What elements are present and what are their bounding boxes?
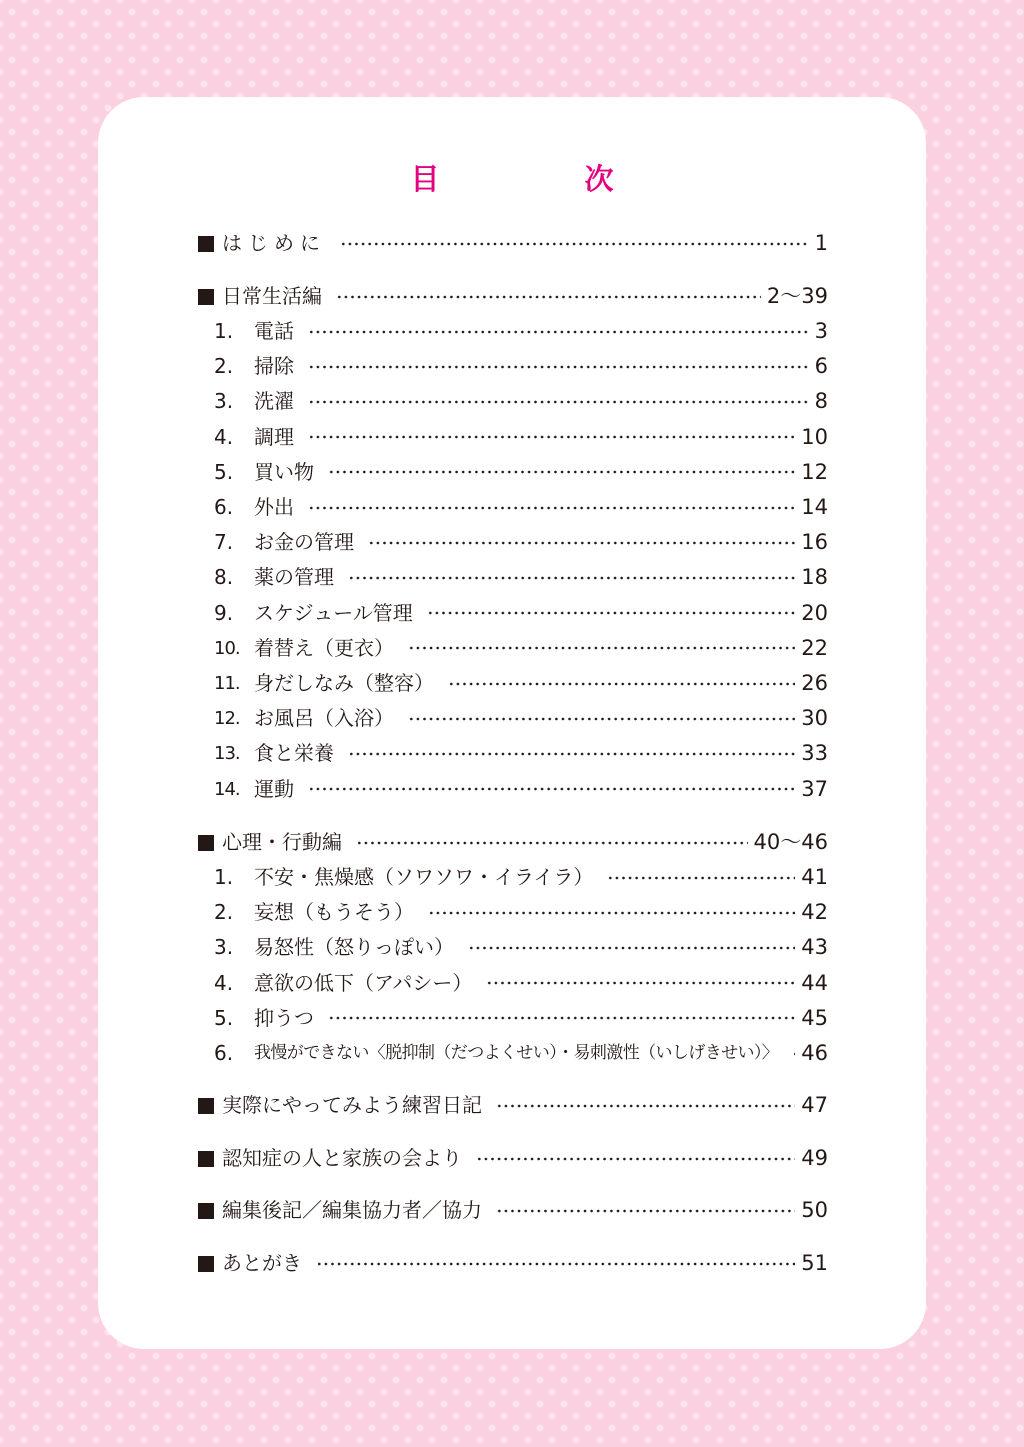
toc-item-number: 4. [214,424,234,449]
toc-page-number: 2～39 [766,284,828,308]
toc-page-number: 42 [801,900,828,925]
toc-page-number: 44 [801,970,828,995]
toc-item-entry[interactable] [0,736,1024,771]
toc-entry-label: 外出 [254,495,294,519]
toc-page-number: 22 [801,635,828,660]
dot-leader [308,435,795,439]
toc-item-entry[interactable] [0,525,1024,560]
toc-item-entry[interactable] [0,455,1024,490]
toc-entry-label: お風呂（入浴） [254,706,394,731]
dot-leader [308,787,795,791]
dot-leader [496,1209,795,1213]
toc-item-entry[interactable] [0,631,1024,666]
toc-entry-label: 電話 [254,319,294,343]
toc-item-entry[interactable] [0,666,1024,701]
toc-item-number: 14. [214,778,240,800]
toc-item-entry[interactable] [0,860,1024,895]
toc-entry-label: 不安・焦燥感（ソワソワ・イライラ） [254,865,594,889]
toc-entry-label: 実際にやってみよう練習日記 [222,1093,482,1117]
dot-leader [496,1104,795,1108]
dot-leader [308,400,809,404]
toc-section-entry[interactable] [0,1141,1024,1176]
square-bullet-icon [198,1151,214,1167]
toc-item-number: 5. [214,1005,234,1030]
dot-leader [348,576,795,580]
toc-entry-label: スケジュール管理 [254,600,413,625]
toc-entry-label: 薬の管理 [254,565,334,590]
dot-leader [428,911,795,915]
toc-entry-label: 易怒性（怒りっぽい） [254,935,454,960]
toc-item-number: 13. [214,743,240,765]
toc-item-number: 10. [214,637,240,659]
dot-leader [308,330,809,334]
toc-section-entry[interactable] [0,1246,1024,1281]
toc-entry-label: 身だしなみ（整容） [254,671,434,695]
dot-leader [427,611,795,615]
toc-item-number: 6. [214,1041,234,1065]
toc-entry-label: 掃除 [254,354,294,379]
toc-page-number: 16 [801,530,828,555]
toc-item-entry[interactable] [0,895,1024,930]
toc-page-number: 50 [801,1198,828,1222]
toc-item-entry[interactable] [0,772,1024,807]
dot-leader [308,365,809,369]
toc-item-entry[interactable] [0,384,1024,419]
toc-item-entry[interactable] [0,560,1024,595]
toc-item-entry[interactable] [0,966,1024,1001]
dot-leader [486,981,795,985]
square-bullet-icon [198,1098,214,1114]
toc-page-number: 45 [801,1005,828,1030]
toc-entry-label: 日常生活編 [222,284,322,308]
toc-section-entry[interactable] [0,226,1024,261]
dot-leader [308,506,795,510]
toc-item-entry[interactable] [0,349,1024,384]
dot-leader [408,717,795,721]
toc-entry-label: 編集後記／編集協力者／協力 [222,1198,482,1222]
toc-item-number: 1. [214,319,234,343]
toc-entry-label: 洗濯 [254,389,294,414]
toc-page-number: 1 [814,231,828,255]
toc-item-number: 2. [214,354,234,379]
toc-item-number: 4. [214,970,234,995]
toc-page-number: 49 [801,1146,828,1170]
toc-section-entry[interactable] [0,1193,1024,1228]
toc-page-number: 43 [801,935,828,960]
toc-section-entry[interactable] [0,825,1024,860]
toc-page-number: 10 [801,424,828,449]
toc-entry-label: 妄想（もうそう） [254,900,414,925]
dot-leader [328,1016,795,1020]
toc-item-number: 3. [214,935,234,960]
dot-leader [336,295,761,299]
toc-page-number: 6 [814,354,828,379]
toc-section-entry[interactable] [0,1088,1024,1123]
toc-page-number: 3 [814,319,828,343]
toc-item-number: 2. [214,900,234,925]
toc-item-entry[interactable] [0,1036,1024,1071]
toc-page-number: 30 [801,706,828,731]
square-bullet-icon [198,236,214,252]
toc-item-number: 7. [214,530,234,555]
dot-leader [368,541,795,545]
dot-leader [340,242,809,246]
toc-page-number: 37 [801,776,828,801]
dot-leader [607,876,795,880]
toc-entry-label: 抑うつ [254,1005,314,1030]
dot-leader [408,646,795,650]
toc-item-entry[interactable] [0,596,1024,631]
dot-leader [792,1052,795,1056]
dot-leader [348,752,795,756]
toc-entry-label: 認知症の人と家族の会より [222,1146,462,1170]
toc-page-number: 51 [801,1251,828,1275]
toc-item-number: 5. [214,459,234,484]
toc-item-entry[interactable] [0,701,1024,736]
dot-leader [328,470,795,474]
square-bullet-icon [198,1203,214,1219]
toc-item-number: 3. [214,389,234,414]
toc-item-number: 8. [214,565,234,590]
toc-item-entry[interactable] [0,1001,1024,1036]
toc-page-number: 12 [801,459,828,484]
toc-entry-label: 調理 [254,424,294,449]
toc-item-entry[interactable] [0,930,1024,965]
toc-page-number: 14 [801,495,828,519]
dot-leader [356,841,748,845]
toc-page-number: 20 [801,600,828,625]
toc-entry-label: あとがき [222,1251,302,1275]
toc-page-number: 46 [801,1041,828,1065]
toc-page-number: 40～46 [753,830,828,854]
toc-entry-label: お金の管理 [254,530,354,555]
toc-page-number: 26 [801,671,828,695]
dot-leader [316,1262,795,1266]
toc-item-number: 6. [214,495,234,519]
toc-section-entry[interactable] [0,279,1024,314]
toc-page-number: 33 [801,741,828,766]
toc-entry-label: 我慢ができない〈脱抑制（だつよくせい）・易刺激性（いしげきせい）〉 [254,1043,779,1063]
toc-item-number: 12. [214,708,240,730]
toc-entry-label: 心理・行動編 [222,830,342,854]
toc-page-number: 18 [801,565,828,590]
toc-entry-label: 食と栄養 [254,741,334,766]
toc-entry-label: 意欲の低下（アパシー） [254,970,473,995]
toc-entry-label: 買い物 [254,459,314,484]
toc-entry-label: 着替え（更衣） [254,635,394,660]
square-bullet-icon [198,835,214,851]
toc-entry-label: 運動 [254,776,294,801]
toc-page-number: 41 [801,865,828,889]
square-bullet-icon [198,289,214,305]
toc-page-number: 8 [814,389,828,414]
dot-leader [468,946,795,950]
toc-item-entry[interactable] [0,420,1024,455]
toc-item-entry[interactable] [0,490,1024,525]
toc-page-number: 47 [801,1093,828,1117]
toc-item-number: 11. [214,673,240,694]
toc-item-number: 9. [214,600,234,625]
square-bullet-icon [198,1256,214,1272]
toc-item-entry[interactable] [0,314,1024,349]
dot-leader [448,682,795,686]
toc-item-number: 1. [214,865,234,889]
toc-entry-label: はじめに [222,231,326,255]
dot-leader [476,1157,795,1161]
page-title: 目 次 [410,162,672,196]
